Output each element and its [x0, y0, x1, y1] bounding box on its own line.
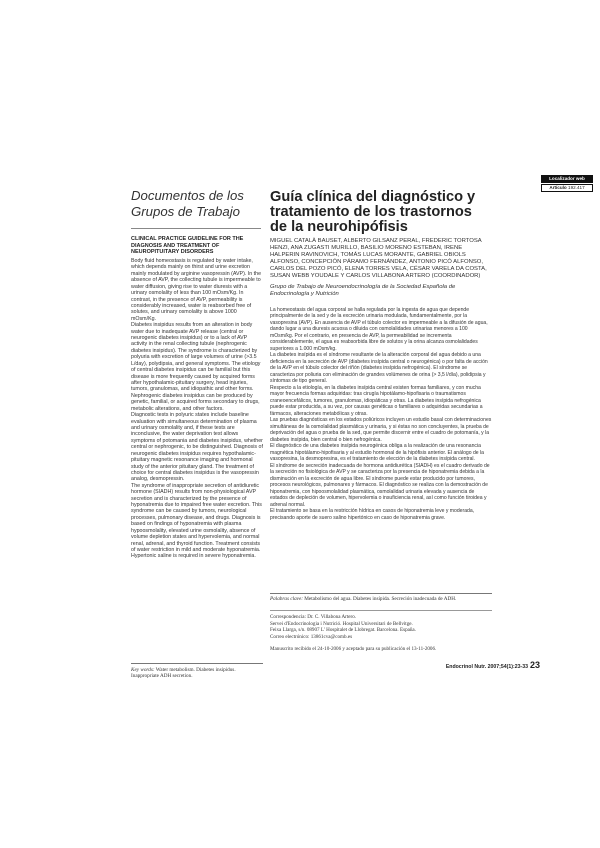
spanish-abstract-paragraph: El síndrome de secreción inadecuada de hormona antidiurética (SIADH) es el cuadro derivado de la secreción no fisiológica de AVP y se caracteriza por la presencia de hiponatremia debida a la disminución en la excreción de agua libre. El síndrome puede estar producido por tumores, procesos neurológicos, pulmonares y fármacos. El diagnóstico se realiza con la demostración de hiponatremia, con hipoosmolalidad plasmática, osmolalidad urinaria elevada y ausencia de estados de depleción de volumen, hipervolemia o insuficiencia renal, así como función tiroidea y adrenal normal.: [270, 462, 490, 508]
page-number: 23: [530, 660, 541, 670]
palabras-clave: [270, 596, 492, 602]
article-title: Guía clínica del diagnóstico y tratamiento de los trastornos de la neurohipófisis: [270, 189, 476, 236]
manuscript-received: Manuscrito recibido el 24-10-2006 y aceptado para su publicación el 13-11-2006.: [270, 646, 437, 652]
keywords: [131, 667, 263, 680]
working-group: Grupo de Trabajo de Neuroendocrinología de la Sociedad Española de Endocrinología y Nutrición: [270, 284, 456, 298]
badge-label: Localizador web: [541, 175, 593, 183]
english-abstract-paragraph: Diagnostic tests in polyuric states include baseline evaluation with simultaneous determination of plasma and urinary osmolality and, if these tests are inconclusive, the water deprivation test allows symptoms of potomania and diabetes insipidus, whether central or nephrogenic, to be distinguished. Diagnosis of neurogenic diabetes insipidus requires hypothalamic-pituitary magnetic resonance imaging and hormonal study of the anterior pituitary gland. The treatment of choice for central diabetes insipidus is the vasopressin analog, desmopressin.: [131, 412, 263, 483]
palabras-clave-divider: [270, 593, 492, 594]
correspondence-divider: [270, 610, 492, 611]
english-abstract-paragraph: The syndrome of inappropriate secretion of antidiuretic hormone (SIADH) results from non-physiological AVP secretion and is characterized by the presence of hyponatremia due to impaired free water excretion. This syndrome can be caused by tumors, neurological processes, pulmonary disease, and drugs. Diagnosis is based on findings of hyponatremia with plasma hypoosmolality, elevated urine osmolality, absence of volume depletion states and hypervolemia, and normal renal, adrenal, and thyroid function. Treatment consists of water restriction in mild and moderate hyponatremia. Hypertonic saline is required in severe hyponatremia.: [131, 482, 262, 560]
spanish-abstract: [270, 307, 492, 521]
correspondence-line: Feixa Llarga, s/n. 08907 L' Hospitalet de Llobregat. Barcelona. España.: [270, 627, 416, 633]
spanish-abstract-paragraph: Respecto a la etiología, en la diabetes insípida central existen formas familiares, y con mucha mayor frecuencia formas adquiridas: tras cirugía hipotálamo-hipofisaria o traumatismos craneoencefálicos, tumores, granulomas, idiopáticas y otras. La diabetes insípida nefrogénica puede estar producida, a su vez, por causas genéticas o familiares o adquiridas secundarias a fármacos, alteraciones metabólicas y otras.: [270, 384, 483, 417]
palabras-clave-text: Metabolismo del agua. Diabetes insípida. Secreción inadecuada de ADH.: [304, 596, 457, 602]
correspondence: [270, 614, 492, 640]
correspondence-line: Correspondencia: Dr. C. Villabona Artero.: [270, 614, 357, 620]
keywords-label: Key words:: [131, 667, 155, 673]
spanish-abstract-paragraph: El diagnóstico de una diabetes insípida neurogénica obliga a la realización de una resonancia magnética hipotálamo-hipofisaria y al estudio hormonal de la hipófisis anterior. El análogo de la vasopresina, la desmopresina, es el tratamiento de elección de la diabetes insípida central.: [270, 443, 484, 463]
correspondence-email: Correo electrónico: 13861cva@comb.es: [270, 633, 353, 640]
keywords-divider: [131, 663, 263, 664]
journal-citation: Endocrinol Nutr. 2007;54(1):23-33: [445, 664, 528, 670]
badge-article-label: Artículo: [549, 185, 567, 190]
english-abstract: [131, 258, 263, 560]
section-divider: [131, 228, 261, 229]
spanish-abstract-paragraph: El tratamiento se basa en la restricción hídrica en casos de hiponatremia leve y moderada, precisando aporte de suero salino hipertónico en caso de hiponatremia grave.: [270, 508, 475, 521]
author-list: MIGUEL CATALÀ BAUSET, ALBERTO GILSANZ PERAL, FREDERIC TORTOSA HENZI, ANA ZUGASTI MURILLO, BASILIO MORENO ESTEBAN, IRENE HALPERIN RAVINOVICH, TOMÁS LUCAS MORANTE, GABRIEL OBIOLS ALFONSO, CONCEPCIÓN PÁRAMO FERNÁNDEZ, ANTONIO PICÓ ALFONSO, CARLOS DEL POZO PICÓ, ELENA TORRES VELA, CÉSAR VARELA DA COSTA, SUSAN WEBB YOUDALE Y CARLOS VILLABONA ARTERO (COORDINADOR): [270, 238, 487, 280]
correspondence-line: Servei d'Endocrinologia i Nutrició. Hospital Universitari de Bellvitge.: [270, 620, 413, 627]
spanish-abstract-paragraph: Las pruebas diagnósticas en los estados poliúricos incluyen un estudio basal con determinaciones simultáneas de la osmolalidad plasmática y urinaria, y si éstas no son concluyentes, la prueba de deprivación del agua o prueba de la sed, que permite discernir entre el cuadro de potomanía, y la diabetes insípida, bien central o bien nefrogénica.: [270, 417, 492, 443]
badge-article: [541, 184, 593, 192]
badge-article-number: 192.417: [568, 185, 585, 190]
spanish-abstract-paragraph: La diabetes insípida es el síndrome resultante de la alteración corporal del agua debido a una deficiencia en la secreción de AVP (diabetes insípida central o neurogénica) o por falta de acción de la AVP en el túbulo colector del riñón (diabetes insípida nefrogénica). El síndrome se caracteriza por poliuria con eliminación de grandes volúmenes de orina (> 3,5 l/día), polidipsia y síntomas de tipo general.: [270, 352, 488, 385]
section-heading: Documentos de los Grupos de Trabajo: [131, 188, 244, 219]
web-locator-badge: [541, 175, 593, 192]
palabras-clave-label: Palabras clave:: [270, 596, 303, 602]
english-abstract-paragraph: Diabetes insipidus results from an alteration in body water due to inadequate AVP release (central or neurogenic diabetes insipidus) or to a lack of AVP activity in the renal collecting tubule (nephrogenic diabetes insipidus). The syndrome is characterized by polyuria with excretion of large volumes of urine (>3.5 L/day), polydipsia, and general symptoms. The etiology of central diabetes insipidus can be familial but this disease is more frequently caused by acquired forms after hypothalamic-pituitary surgery, head injuries, tumors, granulomas, and idiopathic and other forms. Nephrogenic diabetes insipidus can be produced by genetic, familial, or acquired forms secondary to drugs, metabolic alterations, and other factors.: [131, 322, 261, 412]
english-title: CLINICAL PRACTICE GUIDELINE FOR THE DIAGNOSIS AND TREATMENT OF NEUROPITUITARY DISORDERS: [131, 236, 244, 256]
english-abstract-paragraph: Body fluid homeostasis is regulated by water intake, which depends mainly on thirst and urine excretion mainly modulated by arginine vasopressin (AVP). In the absence of AVP, the collecting tubule is impermeable to water diffusion, giving rise to water diuresis with a urinary osmolality of less than 100 mOsm/Kg. In contrast, in the presence of AVP, permeability is considerably increased, water is reabsorbed free of solutes, and urinary osmolality is above 1000 mOsm/Kg.: [131, 258, 262, 322]
keywords-text: Water metabolism. Diabetes insipidus. Inappropriate ADH secretion.: [131, 667, 236, 680]
spanish-abstract-paragraph: La homeostasis del agua corporal se halla regulada por la ingesta de agua que depende principalmente de la sed y de la excreción urinaria modulada, fundamentalmente, por la vasopresina (AVP). En ausencia de AVP el túbulo colector es impermeable a la difusión de agua, dando lugar a una diuresis acuosa o diluida con osmolalidades urinarias menores a 100 mOsm/kg. Por el contrario, en presencia de AVP, la permeabilidad se incrementa considerablemente, el agua es reabsorbida libre de solutos y la orina alcanza osmolalidades superiores a 1.000 mOsm/kg.: [270, 307, 488, 352]
